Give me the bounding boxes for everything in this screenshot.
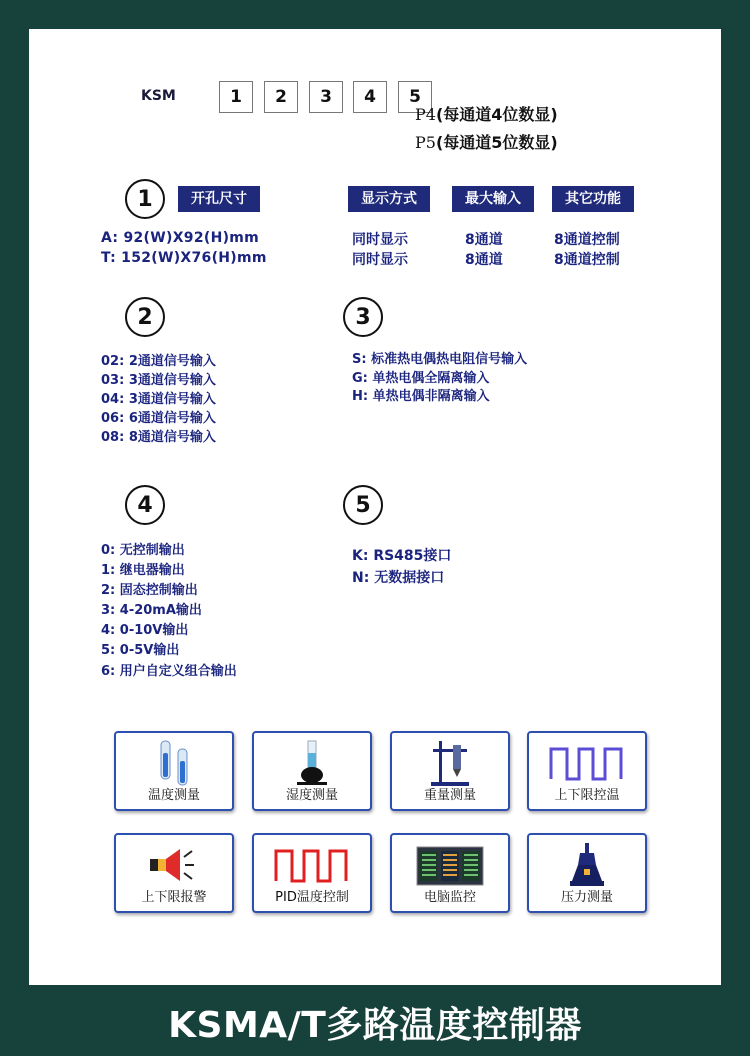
feature-label-humidity: 湿度测量 <box>285 788 338 803</box>
feature-card-computer-monitor <box>390 833 510 913</box>
section-1-number: 1 <box>125 179 165 219</box>
output-option-1: 1: 继电器输出 <box>101 563 185 578</box>
model-box-2: 2 <box>264 81 298 113</box>
display-mode-t: 同时显示 <box>352 252 408 268</box>
tag-other-functions: 其它功能 <box>552 186 634 212</box>
output-option-5: 5: 0-5V输出 <box>101 643 180 658</box>
output-option-2: 2: 固态控制输出 <box>101 583 198 598</box>
humidity-sensor-icon <box>254 739 370 787</box>
computer-monitor-icon <box>392 841 508 889</box>
section-5-number: 5 <box>343 485 383 525</box>
cutout-size-t: T: 152(W)X76(H)mm <box>101 250 267 266</box>
output-option-6: 6: 用户自定义组合输出 <box>101 664 237 679</box>
output-option-0: 0: 无控制输出 <box>101 543 185 558</box>
p4-code: P4 <box>415 105 436 124</box>
channel-option-03: 03: 3通道信号输入 <box>101 373 216 388</box>
output-option-3: 3: 4-20mA输出 <box>101 603 202 618</box>
feature-label-weight: 重量测量 <box>423 788 476 803</box>
channel-option-08: 08: 8通道信号输入 <box>101 430 216 445</box>
section-2-number: 2 <box>125 297 165 337</box>
feature-label-limit-temp-control: 上下限控温 <box>554 788 620 803</box>
feature-card-pressure <box>527 833 647 913</box>
p5-code: P5 <box>415 133 436 152</box>
comm-option-k: K: RS485接口 <box>352 548 452 564</box>
channel-option-02: 02: 2通道信号输入 <box>101 354 216 369</box>
channel-option-04: 04: 3通道信号输入 <box>101 392 216 407</box>
feature-card-limit-alarm <box>114 833 234 913</box>
feature-label-limit-alarm: 上下限报警 <box>141 890 207 905</box>
other-function-a: 8通道控制 <box>554 232 620 248</box>
tag-max-input: 最大输入 <box>452 186 534 212</box>
input-option-g: G: 单热电偶全隔离输入 <box>352 371 490 386</box>
square-wave-icon <box>529 739 645 787</box>
pid-wave-icon <box>254 841 370 889</box>
max-input-a: 8通道 <box>465 232 503 248</box>
section-4-number: 4 <box>125 485 165 525</box>
p4-option <box>415 102 558 125</box>
input-option-h: H: 单热电偶非隔离输入 <box>352 389 490 404</box>
display-mode-a: 同时显示 <box>352 232 408 248</box>
input-option-s: S: 标准热电偶热电阻信号输入 <box>352 352 528 367</box>
other-function-t: 8通道控制 <box>554 252 620 268</box>
p4-desc: (每通道4位数显) <box>435 105 558 124</box>
section-3-number: 3 <box>343 297 383 337</box>
feature-card-humidity <box>252 731 372 811</box>
feature-card-weight <box>390 731 510 811</box>
max-input-t: 8通道 <box>465 252 503 268</box>
model-box-4: 4 <box>353 81 387 113</box>
feature-label-computer-monitor: 电脑监控 <box>423 890 476 905</box>
feature-label-pressure: 压力测量 <box>560 890 613 905</box>
model-box-1: 1 <box>219 81 253 113</box>
weighing-stand-icon <box>392 739 508 787</box>
product-title: KSMA/T多路温度控制器 <box>168 1005 582 1046</box>
alarm-horn-icon <box>116 841 232 889</box>
channel-option-06: 06: 6通道信号输入 <box>101 411 216 426</box>
feature-card-pid-control <box>252 833 372 913</box>
cutout-size-a: A: 92(W)X92(H)mm <box>101 230 260 246</box>
model-prefix: KSM <box>141 88 176 104</box>
tag-display-mode: 显示方式 <box>348 186 430 212</box>
model-box-3: 3 <box>309 81 343 113</box>
feature-label-temperature: 温度测量 <box>147 788 200 803</box>
thermometer-tubes-icon <box>116 739 232 787</box>
p5-option <box>415 130 558 153</box>
p5-desc: (每通道5位数显) <box>435 133 558 152</box>
output-option-4: 4: 0-10V输出 <box>101 623 189 638</box>
feature-label-pid-control: PID温度控制 <box>275 890 349 905</box>
model-box-5: 5 <box>398 81 432 113</box>
feature-card-temperature <box>114 731 234 811</box>
tag-cutout-size: 开孔尺寸 <box>178 186 260 212</box>
pressure-sensor-icon <box>529 841 645 889</box>
feature-card-limit-temp-control <box>527 731 647 811</box>
comm-option-n: N: 无数据接口 <box>352 570 445 586</box>
